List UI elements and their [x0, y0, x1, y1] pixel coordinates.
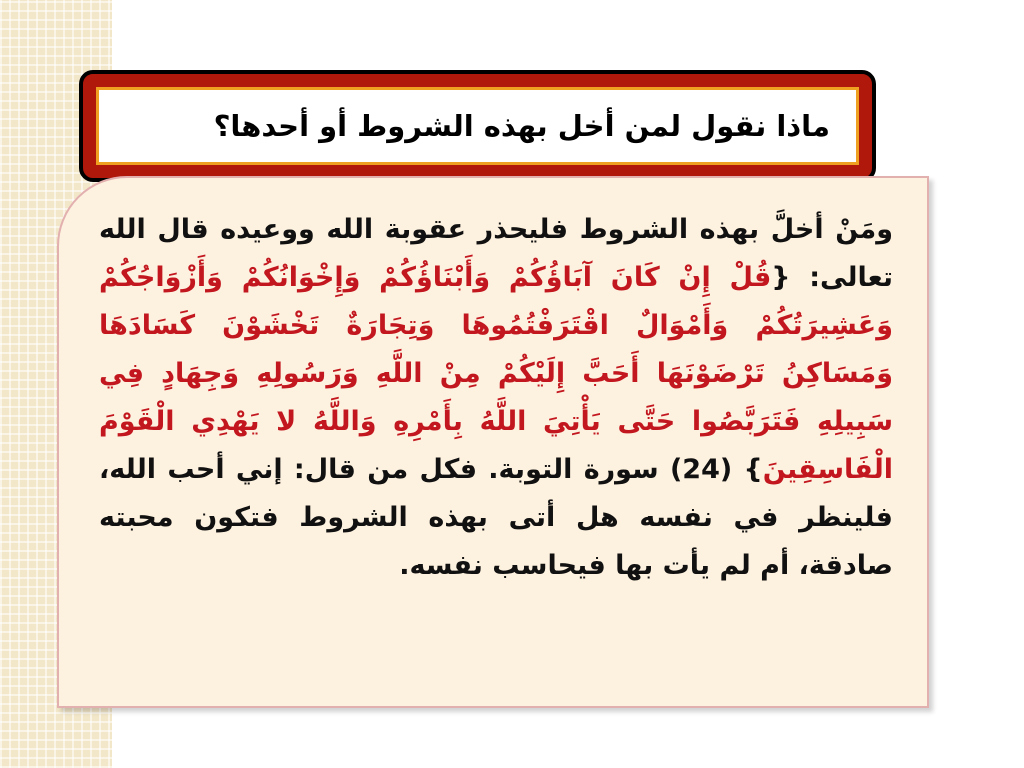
closing-text: } (24) سورة التوبة. فكل من قال: إني أحب الله، فلينظر في نفسه هل أتى بهذه الشروط فتكون محبته صادقة، أم لم يأت بها فيحاسب نفسه.	[99, 454, 893, 581]
title-box	[96, 87, 859, 165]
slide-title: ماذا نقول لمن أخل بهذه الشروط أو أحدها؟	[213, 109, 830, 143]
title-frame	[79, 70, 876, 182]
body-paragraph	[99, 206, 893, 590]
intro-text: ومَنْ أخلَّ بهذه الشروط فليحذر عقوبة الله ووعيده قال الله تعالى: {	[99, 214, 893, 293]
quran-verse: قُلْ إِنْ كَانَ آبَاؤُكُمْ وَأَبْنَاؤُكُمْ وَإِخْوَانُكُمْ وَأَزْوَاجُكُمْ وَعَشِيرَتُكُمْ وَأَمْوَالٌ اقْتَرَفْتُمُوهَا وَتِجَارَةٌ تَخْشَوْنَ كَسَادَهَا وَمَسَاكِنُ تَرْضَوْنَهَا أَحَبَّ إِلَيْكُمْ مِنْ اللَّهِ وَرَسُولِهِ وَجِهَادٍ فِي سَبِيلِهِ فَتَرَبَّصُوا حَتَّى يَأْتِيَ اللَّهُ بِأَمْرِهِ وَاللَّهُ لا يَهْدِي الْقَوْمَ الْفَاسِقِينَ	[99, 262, 894, 485]
content-box	[57, 176, 929, 708]
